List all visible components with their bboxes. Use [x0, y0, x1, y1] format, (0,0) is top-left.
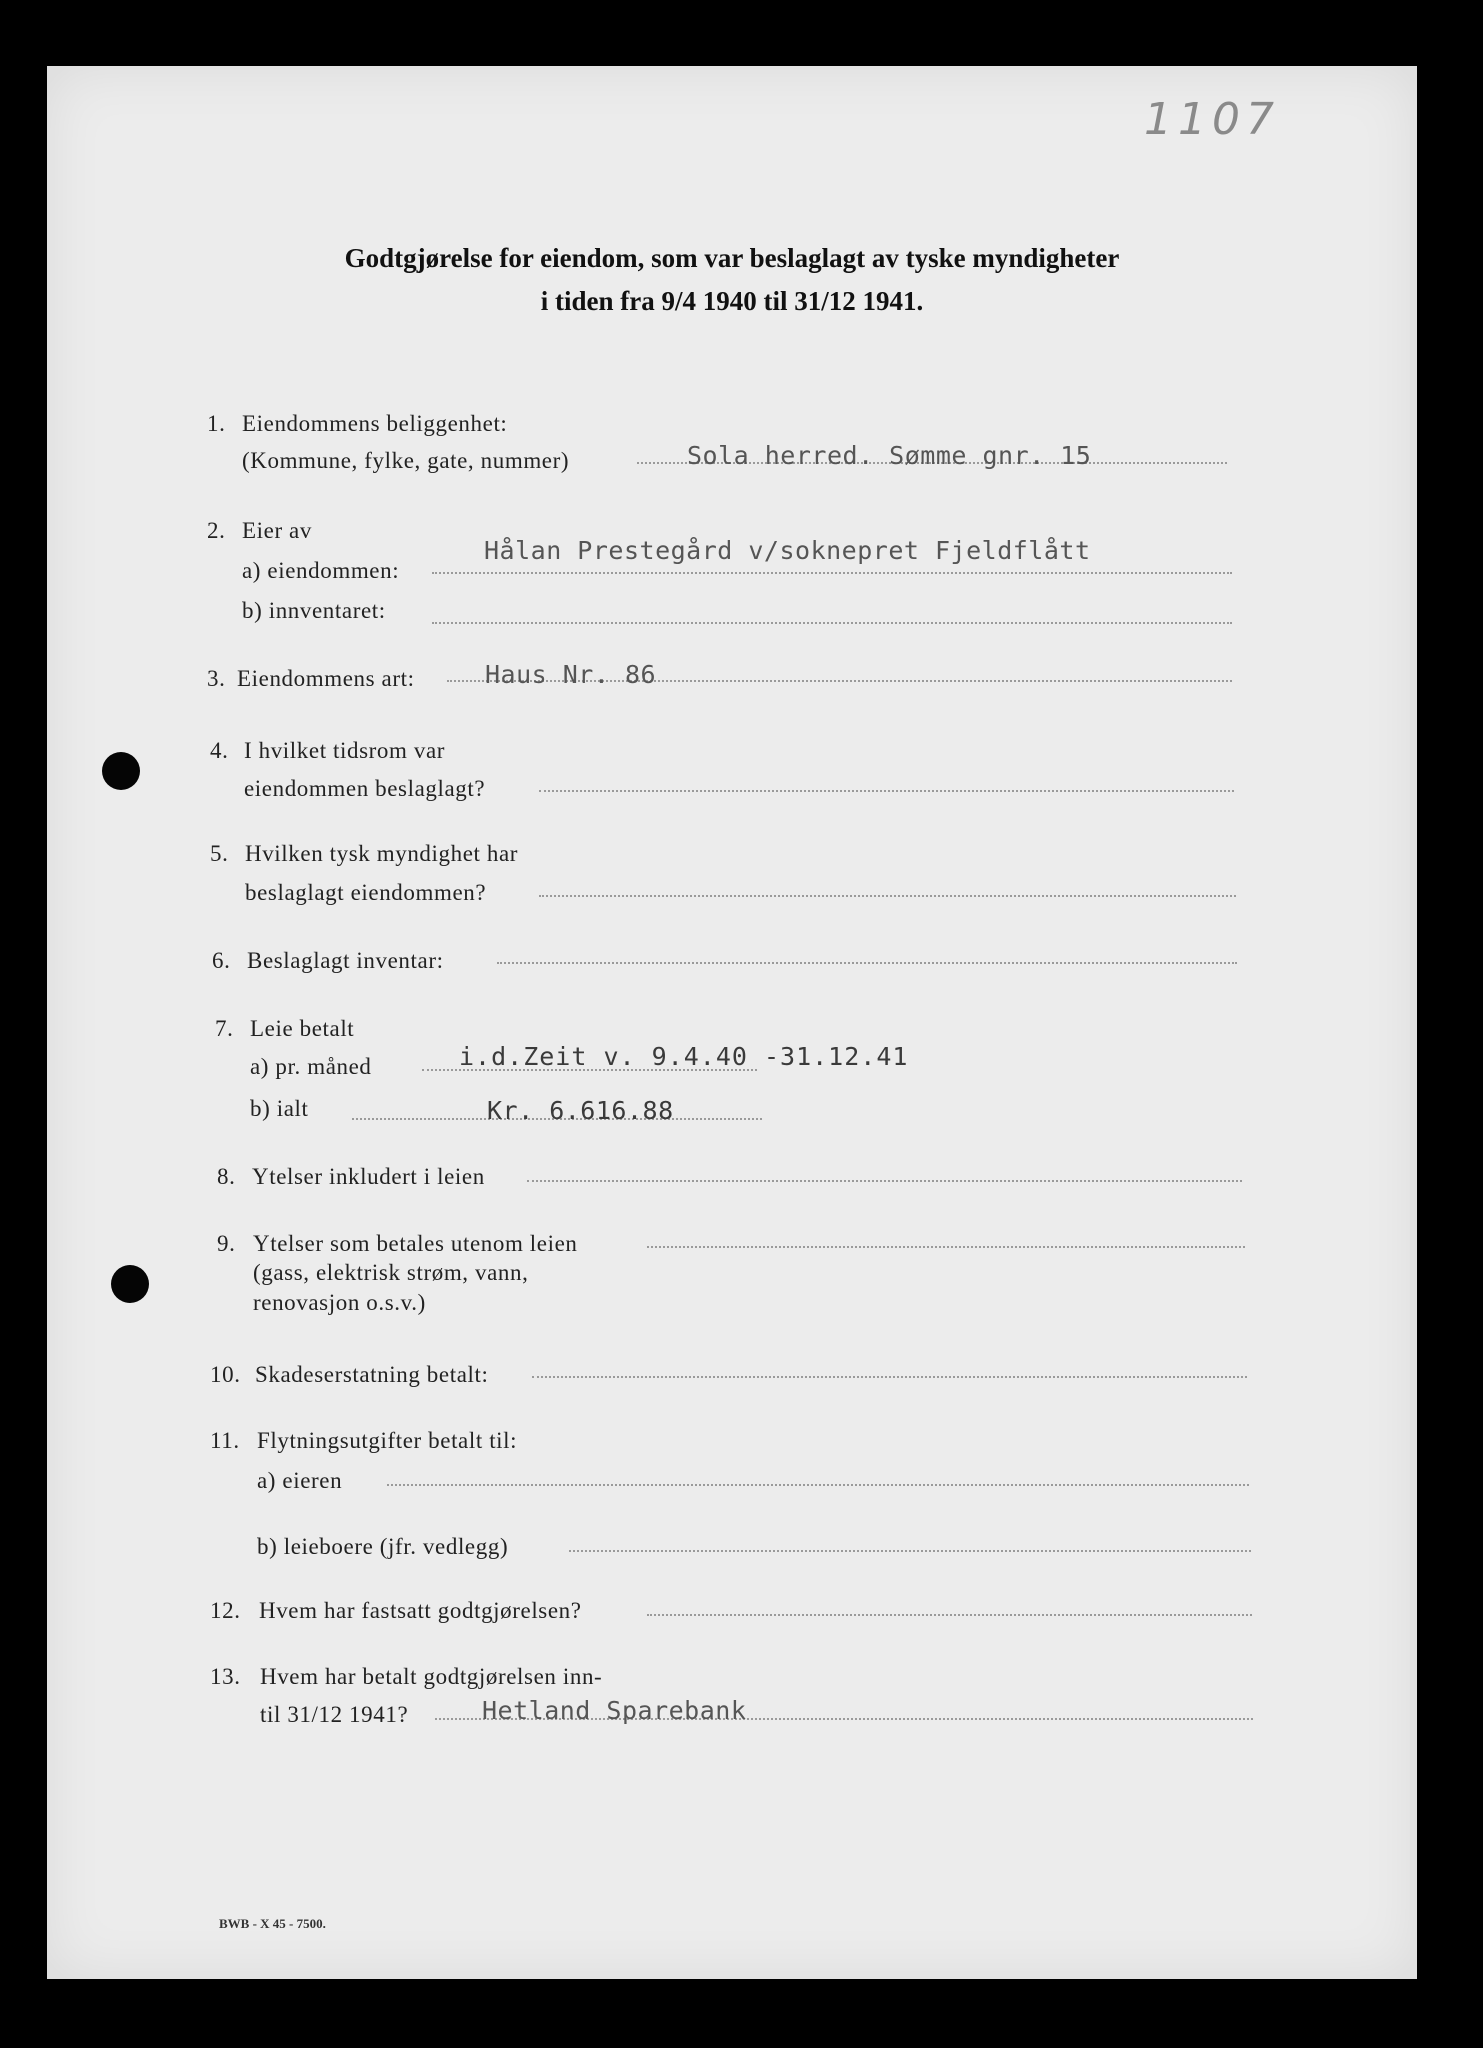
q5-answer-line [539, 895, 1236, 897]
q5-label-line2: beslaglagt eiendommen? [245, 880, 487, 905]
q13-label-line1: Hvem har betalt godtgjørelsen inn- [260, 1664, 603, 1689]
q4-answer-line [539, 790, 1234, 792]
form-title-line2: i tiden fra 9/4 1940 til 31/12 1941. [540, 286, 924, 316]
q9-label-line2: (gass, elektrisk strøm, vann, [253, 1260, 529, 1285]
q10-number: 10. [210, 1362, 241, 1387]
q1-number: 1. [207, 411, 226, 436]
q1-label-line1: Eiendommens beliggenhet: [242, 411, 508, 436]
q8-label: Ytelser inkludert i leien [252, 1164, 485, 1189]
q12-answer-line [647, 1614, 1252, 1616]
q2b-answer-line [432, 622, 1232, 624]
form-footer-code: BWB - X 45 - 7500. [219, 1916, 326, 1931]
q7-label: Leie betalt [250, 1016, 355, 1041]
q2-label: Eier av [242, 518, 312, 543]
q4-label-line1: I hvilket tidsrom var [244, 738, 446, 763]
q13-answer: Hetland Sparebank [482, 1696, 747, 1725]
q5-number: 5. [210, 841, 229, 866]
q4-label-line2: eiendommen beslaglagt? [244, 776, 486, 801]
q1-label-line2: (Kommune, fylke, gate, nummer) [242, 448, 570, 473]
q10-answer-line [532, 1376, 1247, 1378]
q7a-label: a) pr. måned [250, 1054, 372, 1079]
q6-label: Beslaglagt inventar: [247, 948, 444, 973]
q5-label-line1: Hvilken tysk myndighet har [245, 841, 519, 866]
q11-label: Flytningsutgifter betalt til: [257, 1428, 518, 1453]
q2a-label: a) eiendommen: [242, 558, 400, 583]
archive-number: 1107 [1144, 94, 1280, 145]
q10-label: Skadeserstatning betalt: [255, 1362, 489, 1387]
q8-answer-line [527, 1180, 1242, 1182]
q8-number: 8. [217, 1164, 236, 1189]
q3-label: Eiendommens art: [237, 666, 415, 691]
q7b-label: b) ialt [250, 1096, 309, 1121]
q2b-label: b) innventaret: [242, 598, 386, 623]
q7a-answer: i.d.Zeit v. 9.4.40 -31.12.41 [459, 1042, 909, 1071]
q9-answer-line [647, 1246, 1245, 1248]
q2-number: 2. [207, 518, 226, 543]
q7b-answer: Kr. 6.616.88 [487, 1096, 674, 1125]
q7-number: 7. [215, 1016, 234, 1041]
q11b-answer-line [569, 1550, 1251, 1552]
q6-answer-line [497, 962, 1237, 964]
q9-label-line1: Ytelser som betales utenom leien [253, 1231, 578, 1256]
q11b-label: b) leieboere (jfr. vedlegg) [257, 1534, 509, 1559]
q6-number: 6. [212, 948, 231, 973]
q9-number: 9. [217, 1231, 236, 1256]
q13-number: 13. [210, 1664, 241, 1689]
punch-hole-top [102, 752, 140, 790]
q9-label-line3: renovasjon o.s.v.) [253, 1290, 426, 1315]
form-title-line1: Godtgjørelse for eiendom, som var beslaglagt av tyske myndigheter [344, 243, 1120, 273]
q4-number: 4. [210, 738, 229, 763]
q11-number: 11. [210, 1428, 240, 1453]
punch-hole-bottom [111, 1265, 149, 1303]
q2a-answer: Hålan Prestegård v/soknepret Fjeldflått [484, 536, 1091, 565]
q11a-answer-line [387, 1484, 1249, 1486]
q11a-label: a) eieren [257, 1468, 343, 1493]
q1-answer: Sola herred. Sømme gnr. 15 [687, 441, 1092, 470]
q12-label: Hvem har fastsatt godtgjørelsen? [259, 1598, 582, 1623]
q12-number: 12. [210, 1598, 241, 1623]
q3-answer: Haus Nr. 86 [485, 660, 657, 689]
q2a-answer-line [432, 572, 1232, 574]
q3-number: 3. [207, 666, 226, 691]
form-sheet [47, 66, 1417, 1979]
q13-label-line2: til 31/12 1941? [260, 1702, 409, 1727]
